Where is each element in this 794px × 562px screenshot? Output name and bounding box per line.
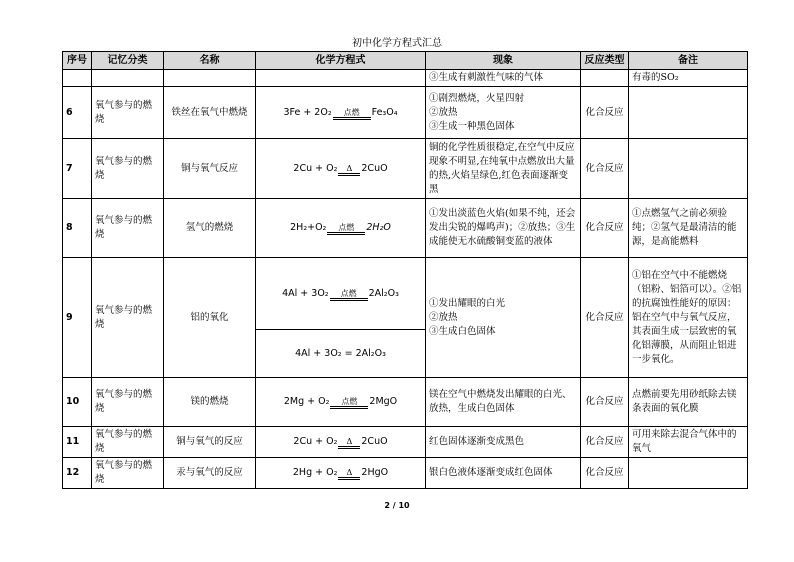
note-cell: ①铝在空气中不能燃烧（铝粉、铝箔可以）。②铝的抗腐蚀性能好的原因：铝在空气中与氧气反应，其表面生成一层致密的氧化铝薄膜，从而阻止铝进一步氧化。 [629,258,748,378]
row-number: 12 [63,458,92,489]
row-number: 8 [63,199,92,258]
category-cell: 氧气参与的燃烧 [92,427,164,458]
name-cell: 氢气的燃烧 [164,199,256,258]
header-phenomenon: 现象 [426,52,581,70]
equation-cell: 2Mg + O₂ 点燃 2MgO [256,378,426,427]
category-cell: 氧气参与的燃烧 [92,378,164,427]
type-cell: 化合反应 [581,427,629,458]
note-cell [629,87,748,139]
table-row [63,87,748,139]
name-cell: 铁丝在氧气中燃烧 [164,87,256,139]
note-cell: 点燃前要先用砂纸除去镁条表面的氧化膜 [629,378,748,427]
table-row [63,139,748,199]
equation-cell: 4Al + 3O₂ 点燃 2Al₂O₃ [256,258,426,330]
equation-cell: 3Fe + 2O₂ 点燃 Fe₃O₄ [256,87,426,139]
category-cell: 氧气参与的燃烧 [92,258,164,378]
reaction-condition: 点燃 [330,397,368,409]
row-number: 7 [63,139,92,199]
equation-cell: 2H₂+O₂ 点燃 2H₂O [256,199,426,258]
table-row [63,378,748,427]
phenomenon-cell: 红色固体逐渐变成黑色 [426,427,581,458]
row-number: 10 [63,378,92,427]
category-cell: 氧气参与的燃烧 [92,199,164,258]
table-row [63,258,748,330]
document-title: 初中化学方程式汇总 [352,38,442,49]
table-row [63,427,748,458]
category-cell: 氧气参与的燃烧 [92,458,164,489]
header-name: 名称 [164,52,256,70]
type-cell: 化合反应 [581,87,629,139]
header-row [63,52,748,70]
type-cell: 化合反应 [581,258,629,378]
header-note: 备注 [629,52,748,70]
phenomenon-cell: ①发出淡蓝色火焰(如果不纯，还会发出尖锐的爆鸣声)；②放热；③生成能使无水硫酸铜变蓝的液体 [426,199,581,258]
type-cell: 化合反应 [581,378,629,427]
equation-cell: 2Hg + O₂ Δ 2HgO [256,458,426,489]
header-no: 序号 [63,52,92,70]
equation-table [62,51,748,489]
type-cell: 化合反应 [581,199,629,258]
name-cell: 铝的氧化 [164,258,256,378]
category-cell: 氧气参与的燃烧 [92,87,164,139]
phenomenon-cell: ③生成有刺激性气味的气体 [426,70,581,87]
name-cell: 镁的燃烧 [164,378,256,427]
note-cell [629,458,748,489]
table-row [63,458,748,489]
equation-cell: 4Al + 3O₂ = 2Al₂O₃ [256,330,426,378]
phenomenon-cell: ①剧烈燃烧，火星四射 ②放热 ③生成一种黑色固体 [426,87,581,139]
reaction-condition: 点燃 [330,289,368,301]
header-category: 记忆分类 [92,52,164,70]
type-cell: 化合反应 [581,139,629,199]
name-cell: 汞与氧气的反应 [164,458,256,489]
note-cell: 可用来除去混合气体中的氧气 [629,427,748,458]
reaction-condition: 点燃 [333,108,371,120]
table-row [63,70,748,87]
equation-cell: 2Cu + O₂ Δ 2CuO [256,427,426,458]
note-cell: 有毒的SO₂ [629,70,748,87]
page-number: 2 / 10 [384,501,410,510]
equation-cell: 2Cu + O₂ Δ 2CuO [256,139,426,199]
type-cell: 化合反应 [581,458,629,489]
reaction-condition: Δ [338,437,360,449]
phenomenon-cell: 银白色液体逐渐变成红色固体 [426,458,581,489]
reaction-condition: Δ [338,468,360,480]
table-row [63,199,748,258]
phenomenon-cell: ①发出耀眼的白光 ②放热 ③生成白色固体 [426,258,581,378]
note-cell [629,139,748,199]
name-cell: 铜与氧气反应 [164,139,256,199]
header-equation: 化学方程式 [256,52,426,70]
reaction-condition: 点燃 [327,223,365,235]
row-number: 11 [63,427,92,458]
header-type: 反应类型 [581,52,629,70]
phenomenon-cell: 铜的化学性质很稳定,在空气中反应现象不明显,在纯氧中点燃放出大量的热,火焰呈绿色,红色表面逐渐变黑 [426,139,581,199]
reaction-condition: Δ [338,164,360,176]
name-cell: 铜与氧气的反应 [164,427,256,458]
row-number: 6 [63,87,92,139]
row-number: 9 [63,258,92,378]
phenomenon-cell: 镁在空气中燃烧发出耀眼的白光、放热，生成白色固体 [426,378,581,427]
category-cell: 氧气参与的燃烧 [92,139,164,199]
note-cell: ①点燃氢气之前必须验纯；②氢气是最清洁的能源，是高能燃料 [629,199,748,258]
